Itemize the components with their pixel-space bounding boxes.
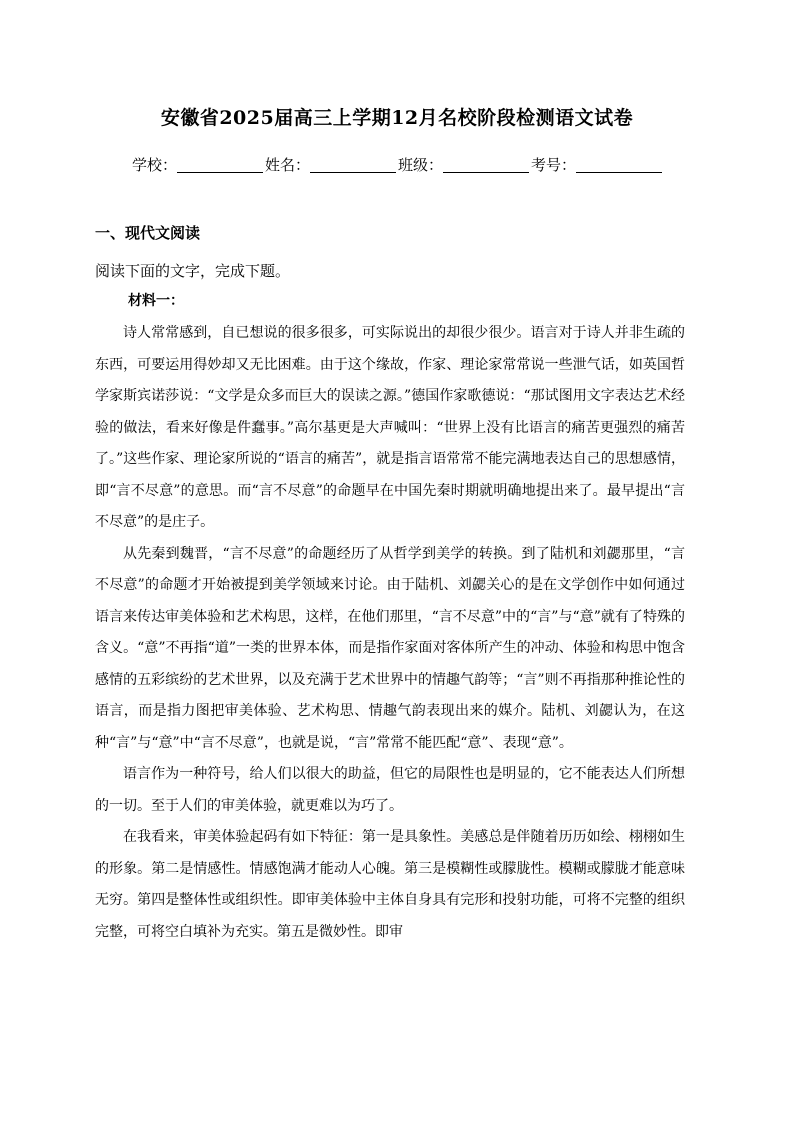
paragraph: 在我看来，审美体验起码有如下特征：第一是具象性。美感总是伴随着历历如绘、栩栩如生的形象。第二是情感性。情感饱满才能动人心魄。第三是模糊性或朦胧性。模糊或朦胧才能意味无穷。第四是整体性或组织性。即审美体验中主体自身具有完形和投射功能，可将不完整的组织完整，可将空白填补为充实。第五是微妙性。即审 bbox=[95, 829, 685, 940]
paragraph: 诗人常常感到，自已想说的很多很多，可实际说出的却很少很少。语言对于诗人并非生疏的东西，可要运用得妙却又无比困难。由于这个缘故，作家、理论家常常说一些泄气话，如英国哲学家斯宾诺莎说：“文学是众多而巨大的误读之源。”德国作家歌德说：“那试图用文字表达艺术经验的做法，看来好像是件蠢事。”高尔基更是大声喊叫：“世界上没有比语言的痛苦更强烈的痛苦了。”这些作家、理论家所说的“语言的痛苦”，就是指言语常常不能完满地表达自己的思想感情，即“言不尽意”的意思。而“言不尽意”的命题早在中国先秦时期就明确地提出来了。最早提出“言不尽意”的是庄子。 bbox=[95, 325, 685, 530]
material-title: 材料一： bbox=[128, 293, 184, 309]
student-info-line bbox=[0, 154, 794, 175]
reading-instruction: 阅读下面的文字，完成下题。 bbox=[95, 262, 291, 280]
reading-passage bbox=[95, 318, 685, 948]
name-field bbox=[265, 154, 396, 175]
name-label: 姓名： bbox=[264, 156, 310, 174]
class-label: 班级： bbox=[398, 156, 444, 174]
name-blank bbox=[310, 158, 396, 173]
school-field bbox=[132, 154, 263, 175]
exam-number-field bbox=[531, 154, 662, 175]
school-blank bbox=[177, 158, 263, 173]
section-heading: 一、现代文阅读 bbox=[95, 224, 201, 242]
exam-number-blank bbox=[576, 158, 662, 173]
paragraph: 语言作为一种符号，给人们以很大的助益，但它的局限性也是明显的，它不能表达人们所想的一切。至于人们的审美体验，就更难以为巧了。 bbox=[95, 766, 685, 814]
class-blank bbox=[443, 158, 529, 173]
page-title: 安徽省2025届高三上学期12月名校阶段检测语文试卷 bbox=[160, 107, 634, 129]
paragraph: 从先秦到魏晋，“言不尽意”的命题经历了从哲学到美学的转换。到了陆机和刘勰那里，“言不尽意”的命题才开始被提到美学领域来讨论。由于陆机、刘勰关心的是在文学创作中如何通过语言来传达审美体验和艺术构思，这样，在他们那里，“言不尽意”中的“言”与“意”就有了特殊的含义。“意”不再指“道”一类的世界本体，而是指作家面对客体所产生的冲动、体验和构思中饱含感情的五彩缤纷的艺术世界，以及充满于艺术世界中的情趣气韵等；“言”则不再指那种推论性的语言，而是指力图把审美体验、艺术构思、情趣气韵表现出来的媒介。陆机、刘勰认为，在这种“言”与“意”中“言不尽意”，也就是说，“言”常常不能匹配“意”、表现“意”。 bbox=[95, 545, 685, 751]
school-label: 学校： bbox=[131, 156, 177, 174]
class-field bbox=[398, 154, 529, 175]
exam-number-label: 考号： bbox=[531, 156, 577, 174]
